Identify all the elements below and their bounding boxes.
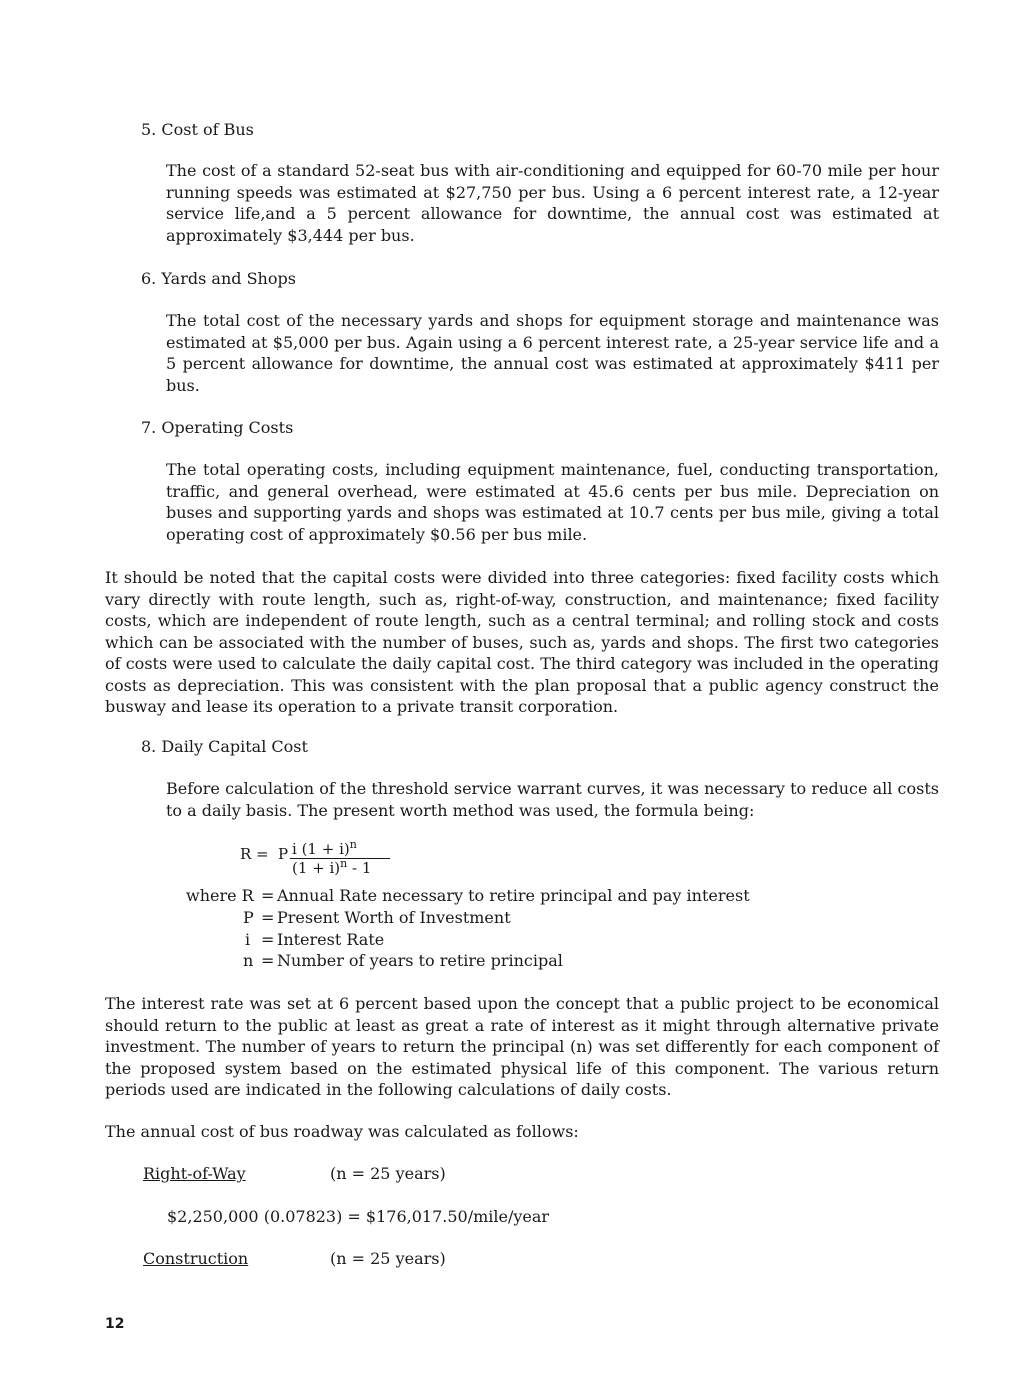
interest-rate-paragraph: The interest rate was set at 6 percent based upon the concept that a public project to be economical should return to the public at least as great a rate of interest as it might through alternative private investment. The number of years to return the principal (n) was set differently for each component of the proposed system based on the estimated physical life of this component. The various return periods used are indicated in the following calculations of daily costs. [105, 994, 939, 1099]
formula-p: P [278, 845, 289, 863]
where-eq: = [261, 886, 275, 905]
where-prefix: n [243, 951, 254, 970]
section-5-heading: 5. Cost of Bus [141, 120, 254, 139]
formula-lhs: R = [240, 845, 269, 863]
where-def: Interest Rate [277, 930, 385, 949]
construction-period: (n = 25 years) [330, 1249, 446, 1268]
page-number: 12 [105, 1316, 125, 1332]
capital-costs-paragraph: It should be noted that the capital costs were divided into three categories: fixed facility costs which vary directly with route length, such as, right-of-way, construction, and maintenance; fixed facility costs, which are independent of route length, such as a central terminal; and rolling stock and costs which can be associated with the number of buses, such as, yards and shops. The first two categories of costs were used to calculate the daily capital cost. The third category was included in the operating costs as depreciation. This was consistent with the plan proposal that a public agency construct the busway and lease its operation to a private transit corporation. [105, 568, 939, 716]
section-7-body: The total operating costs, including equipment maintenance, fuel, conducting transportation, traffic, and general overhead, were estimated at 45.6 cents per bus mile. Depreciation on buses and supporting yards and shops was estimated at 10.7 cents per bus mile, giving a total operating cost of approximately $0.56 per bus mile. [166, 460, 939, 544]
formula-denominator: $(1 + i)^n - 1$ [292, 857, 372, 877]
present-worth-formula [240, 838, 460, 878]
where-prefix: P [243, 908, 254, 927]
where-def: Present Worth of Investment [277, 908, 511, 927]
where-eq: = [261, 930, 275, 949]
right-of-way-period: (n = 25 years) [330, 1164, 446, 1183]
section-5-body: The cost of a standard 52-seat bus with air-conditioning and equipped for 60-70 mile per hour running speeds was estimated at $27,750 per bus. Using a 6 percent interest rate, a 12-year service life,and a 5 percent allowance for downtime, the annual cost was estimated at approximately $3,444 per bus. [166, 161, 939, 245]
section-6-body: The total cost of the necessary yards and shops for equipment storage and maintenance was estimated at $5,000 per bus. Again using a 6 percent interest rate, a 25-year service life and a 5 percent allowance for downtime, the annual cost was estimated at approximately $411 per bus. [166, 311, 939, 395]
formula-numerator: i $(1 + i)^n$ [292, 838, 357, 858]
right-of-way-calculation: $2,250,000 (0.07823) = $176,017.50/mile/year [167, 1207, 550, 1226]
annual-cost-intro: The annual cost of bus roadway was calculated as follows: [105, 1122, 579, 1141]
where-def: Annual Rate necessary to retire principal and pay interest [277, 886, 750, 905]
section-6-heading: 6. Yards and Shops [141, 269, 296, 288]
section-7-heading: 7. Operating Costs [141, 418, 294, 437]
where-prefix: i [245, 930, 251, 949]
where-eq: = [261, 908, 275, 927]
construction-label: Construction [143, 1249, 249, 1268]
where-prefix: where R [186, 886, 254, 905]
right-of-way-label: Right-of-Way [143, 1164, 246, 1183]
section-8-heading: 8. Daily Capital Cost [141, 737, 308, 756]
where-def: Number of years to retire principal [277, 951, 563, 970]
where-eq: = [261, 951, 275, 970]
section-8-body: Before calculation of the threshold service warrant curves, it was necessary to reduce all costs to a daily basis. The present worth method was used, the formula being: [166, 779, 939, 820]
